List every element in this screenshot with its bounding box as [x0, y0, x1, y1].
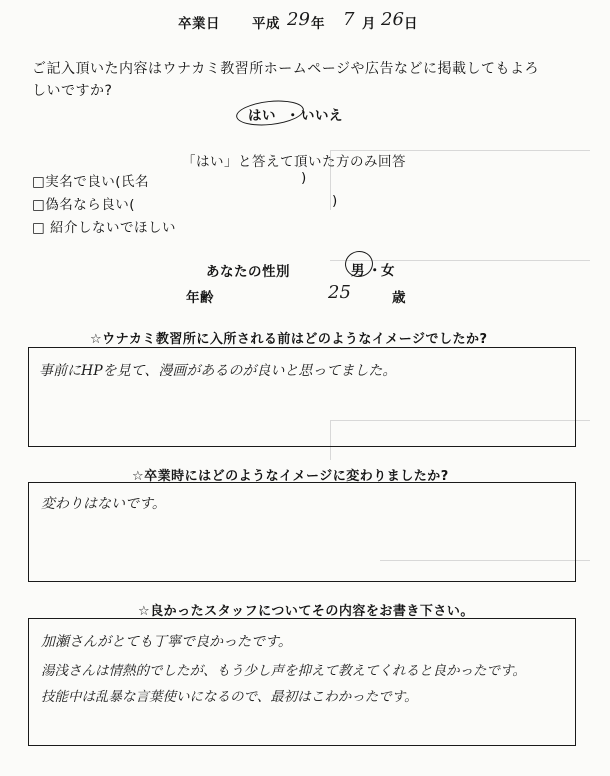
gender-separator: ・: [368, 263, 382, 279]
consent-question-line2: しいですか?: [32, 83, 113, 99]
name-options-heading: 「はい」と答えて頂いた方のみ回答: [182, 154, 406, 170]
question-3-title: ☆良かったスタッフについてその内容をお書き下さい。: [138, 604, 474, 619]
question-1-answer-box[interactable]: [28, 347, 576, 447]
year-label: 年: [311, 16, 325, 32]
option-real-name-close: ): [301, 170, 307, 186]
option-pseudonym[interactable]: □偽名なら良い(: [32, 197, 136, 213]
gender-female[interactable]: 女: [381, 263, 395, 279]
question-1-answer-line: 事前にHPを見て、漫画があるのが良いと思ってました。: [39, 363, 397, 379]
era-label: 平成: [252, 16, 280, 32]
question-3-answer-line: 加瀬さんがとても丁寧で良かったです。: [41, 634, 292, 650]
year-value: 29: [287, 9, 310, 30]
gender-male[interactable]: 男: [351, 263, 365, 279]
consent-no[interactable]: いいえ: [301, 108, 343, 124]
age-value: 25: [328, 282, 351, 303]
month-value: 7: [343, 9, 355, 30]
question-3-answer-line: 技能中は乱暴な言葉使いになるので、最初はこわかったです。: [41, 689, 418, 705]
option-pseudonym-close: ): [332, 193, 338, 209]
question-2-title: ☆卒業時にはどのようなイメージに変わりましたか?: [132, 469, 449, 484]
question-2-answer-box[interactable]: [28, 482, 576, 582]
age-label: 年齢: [186, 290, 214, 306]
day-label: 日: [404, 16, 418, 32]
question-3-answer-box[interactable]: [28, 618, 576, 746]
option-real-name[interactable]: □実名で良い(氏名: [32, 174, 150, 190]
consent-question-line1: ご記入頂いた内容はウナカミ教習所ホームページや広告などに掲載してもよろ: [32, 61, 539, 77]
graduation-date-label: 卒業日: [178, 16, 220, 32]
question-3-answer-line: 湯浅さんは情熱的でしたが、もう少し声を抑えて教えてくれると良かったです。: [41, 663, 526, 679]
age-unit: 歳: [392, 290, 406, 306]
question-2-answer-line: 変わりはないです。: [41, 496, 166, 512]
day-value: 26: [381, 9, 404, 30]
consent-separator: ・: [286, 108, 300, 124]
gender-label: あなたの性別: [206, 264, 290, 280]
question-1-title: ☆ウナカミ教習所に入所される前はどのようなイメージでしたか?: [90, 332, 488, 347]
month-label: 月: [362, 16, 376, 32]
option-no-introduction[interactable]: □ 紹介しないでほしい: [32, 220, 177, 236]
consent-yes[interactable]: はい: [248, 108, 276, 124]
